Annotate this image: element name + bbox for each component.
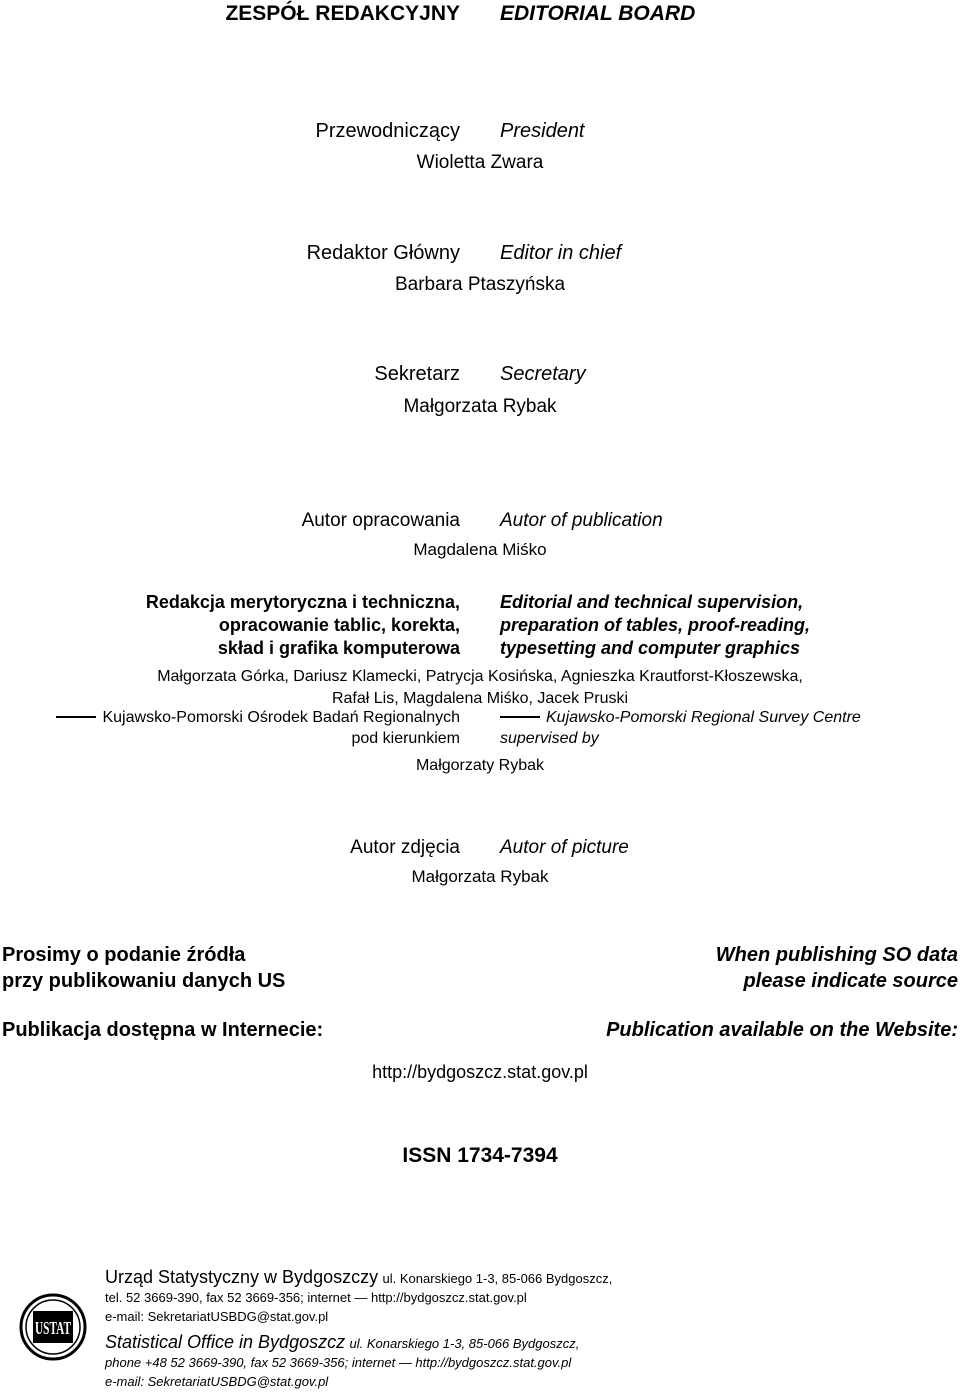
centre-name-pl: Kujawsko-Pomorski Ośrodek Badań Regionalnych [56,709,460,727]
footer-en-phone: phone +48 52 3669-390, fax 52 3669-356; internet — http://bydgoszcz.stat.gov.pl [105,1355,572,1370]
secretary-label-en: Secretary [500,363,586,385]
under-label-en: supervised by [500,730,599,747]
secretary-label-pl: Sekretarz [374,363,460,385]
supervisor-name: Małgorzaty Rybak [415,757,545,774]
photo-author-name: Małgorzata Rybak [411,867,549,886]
photo-label-pl: Autor zdjęcia [350,837,460,858]
photo-label-en: Autor of picture [500,837,629,858]
under-label-pl: pod kierunkiem [351,730,460,747]
centre-name-en: Kujawsko-Pomorski Regional Survey Centre [500,709,861,727]
supervision-names: Małgorzata Górka, Dariusz Klamecki, Patrycja Kosińska, Agnieszka Krautforst-Kłoszewska, Rafał Lis, Magdalena Miśko, Jacek Pruski [157,668,803,707]
footer-pl-email: e-mail: SekretariatUSBDG@stat.gov.pl [105,1309,329,1324]
online-label-pl: Publikacja dostępna w Internecie: [2,1019,324,1041]
editor-label-en: Editor in chief [500,242,622,264]
header-title-pl: ZESPÓŁ REDAKCYJNY [225,2,460,25]
footer-pl-address: ul. Konarskiego 1-3, 85-066 Bydgoszcz, [382,1271,613,1286]
author-name: Magdalena Miśko [413,540,547,559]
footer-pl [105,1268,612,1326]
supervision-label-pl: Redakcja merytoryczna i techniczna, opracowanie tablic, korekta, skład i grafika komputerowa [145,592,460,658]
footer-en-email: e-mail: SekretariatUSBDG@stat.gov.pl [105,1374,329,1389]
editor-name: Barbara Ptaszyńska [394,274,566,295]
source-note-pl: Prosimy o podanie źródła przy publikowaniu danych US [2,944,286,992]
secretary-name: Małgorzata Rybak [403,396,557,417]
online-label-en: Publication available on the Website: [606,1019,958,1041]
footer-en-address: ul. Konarskiego 1-3, 85-066 Bydgoszcz, [349,1336,580,1351]
issn: ISSN 1734-7394 [402,1144,558,1167]
footer-en [105,1333,579,1391]
us-stat-logo [19,1293,87,1361]
supervision-label-en: Editorial and technical supervision, preparation of tables, proof-reading, typesetting and computer graphics [500,592,811,658]
footer-en-office: Statistical Office in Bydgoszcz [105,1332,346,1352]
editor-label-pl: Redaktor Główny [306,242,460,264]
svg-text:USTAT: USTAT [35,1318,71,1338]
footer-pl-phone: tel. 52 3669-390, fax 52 3669-356; internet — http://bydgoszcz.stat.gov.pl [105,1290,527,1305]
president-name: Wioletta Zwara [416,152,544,173]
source-note-en: When publishing SO data please indicate source [715,944,958,992]
header-title-en: EDITORIAL BOARD [500,2,696,25]
author-label-pl: Autor opracowania [301,510,460,531]
footer-pl-office: Urząd Statystyczny w Bydgoszczy [105,1267,379,1287]
president-label-pl: Przewodniczący [315,120,460,142]
website-url[interactable]: http://bydgoszcz.stat.gov.pl [372,1062,588,1082]
president-label-en: President [500,120,585,142]
author-label-en: Autor of publication [500,510,663,531]
